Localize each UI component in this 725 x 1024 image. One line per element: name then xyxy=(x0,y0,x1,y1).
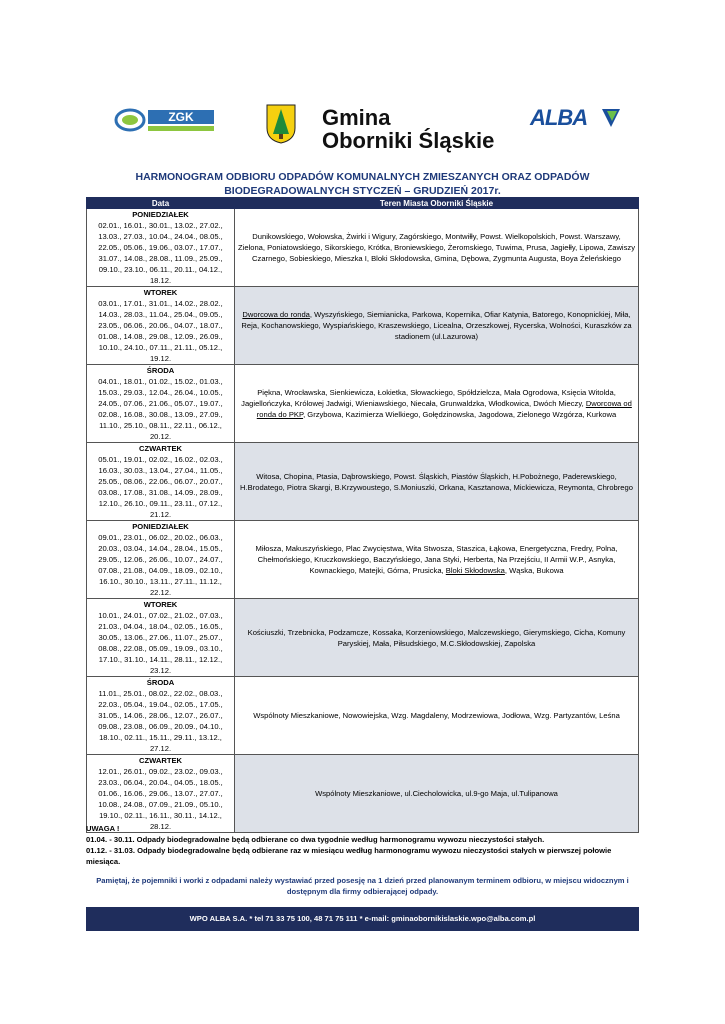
street-list-tail: , Grzybowa, Kazimierza Wielkiego, Gołędzinowska, Jagodowa, Zielonego Wzgórza, Kurkowa xyxy=(303,410,617,419)
area-cell xyxy=(235,599,639,677)
date-cell xyxy=(87,287,235,365)
area-cell xyxy=(235,365,639,443)
notes-line-2: 01.12. - 31.03. Odpady biodegradowalne będą odbierane raz w miesiącu według harmonogramu wywozu nieczystości stałych w pierwszej połowie miesiąca. xyxy=(86,846,612,866)
gmina-logo xyxy=(266,104,506,156)
date-cell xyxy=(87,677,235,755)
document-title xyxy=(86,170,639,198)
date-list: 10.01., 24.01., 07.02., 21.02., 07.03., 21.03., 04.04., 18.04., 02.05., 16.05., 30.05., 13.06., 27.06., 11.07., 25.07., 08.08., 22.08., 05.09., 19.09., 03.10., 17.10., 31.10., 14.11., 28.11., 12.12., 23.12. xyxy=(98,611,223,675)
gmina-logo-line2: Oborniki Śląskie xyxy=(322,128,495,153)
area-cell xyxy=(235,209,639,287)
notes-line-1: 01.04. - 30.11. Odpady biodegradowalne będą odbierane co dwa tygodnie według harmonogramu wywozu nieczystości stałych. xyxy=(86,835,545,844)
date-list: 02.01., 16.01., 30.01., 13.02., 27.02., 13.03., 27.03., 10.04., 24.04., 08.05., 22.05., 05.06., 19.06., 03.07., 17.07., 31.07., 14.08., 28.08., 11.09., 25.09., 09.10., 23.10., 06.11., 20.11., 04.12., 18.12. xyxy=(98,221,223,285)
weekday-label: ŚRODA xyxy=(146,678,175,687)
area-cell xyxy=(235,521,639,599)
header-area: Teren Miasta Oborniki Śląskie xyxy=(235,198,639,209)
weekday-label: WTOREK xyxy=(143,600,178,609)
weekday-label: PONIEDZIAŁEK xyxy=(132,210,189,219)
table-row xyxy=(87,521,639,599)
date-cell xyxy=(87,755,235,833)
table-row xyxy=(87,677,639,755)
date-list: 05.01., 19.01., 02.02., 16.02., 02.03., 16.03., 30.03., 13.04., 27.04., 11.05., 25.05., 08.06., 22.06., 06.07., 20.07., 03.08., 17.08., 31.08., 14.09., 28.09., 12.10., 26.10., 09.11., 23.11., 07.12., 21.12. xyxy=(98,455,223,519)
weekday-label: PONIEDZIAŁEK xyxy=(132,522,189,531)
street-list: Wspólnoty Mieszkaniowe, ul.Ciecholowicka, ul.9-go Maja, ul.Tulipanowa xyxy=(315,789,558,798)
footer-contact: WPO ALBA S.A. * tel 71 33 75 100, 48 71 75 111 * e-mail: gminaobornikislaskie.wpo@alba.com.pl xyxy=(86,907,639,931)
header-date: Data xyxy=(87,198,235,209)
area-cell xyxy=(235,443,639,521)
alba-logo xyxy=(530,106,630,132)
date-cell xyxy=(87,443,235,521)
street-list: Piękna, Wrocławska, Sienkiewicza, Łokietka, Słowackiego, Spółdzielcza, Mała Ogrodowa, Księcia Witolda, Jagiellończyka, Królowej Jadwigi, Wieniawskiego, Niecała, Grunwaldzka, Włodkowica, Dwóch Mieczy, xyxy=(241,388,616,408)
alba-logo-text: ALBA xyxy=(530,105,588,130)
date-cell xyxy=(87,521,235,599)
table-row xyxy=(87,365,639,443)
street-list: Dunikowskiego, Wołowska, Żwirki i Wigury, Zagórskiego, Montwiłły, Powst. Wielkopolskich, Powst. Warszawy, Zielona, Poniatowskiego, Sikorskiego, Krótka, Broniewskiego, Żeromskiego, Tuwima, Prusa, Jagiełły, Lipowa, Zawiszy Czarnego, Sobieskiego, Mieszka I, Bloki Skłodowska, Gmina, Dębowa, Zygmunta Augusta, Boya Żeleńskiego xyxy=(238,232,636,263)
area-cell xyxy=(235,755,639,833)
area-cell xyxy=(235,287,639,365)
street-underlined: Dworcowa od ronda do PKP xyxy=(256,399,632,419)
date-list: 09.01., 23.01., 06.02., 20.02., 06.03., 20.03., 03.04., 14.04., 28.04., 15.05., 29.05., 12.06., 26.06., 10.07., 24.07., 07.08., 21.08., 04.09., 18.09., 02.10., 16.10., 30.10., 13.11., 27.11., 11.12., 22.12. xyxy=(98,533,223,597)
title-line-2: BIODEGRADOWALNYCH STYCZEŃ – GRUDZIEŃ 2017r. xyxy=(224,185,501,197)
weekday-label: CZWARTEK xyxy=(138,756,183,765)
weekday-label: WTOREK xyxy=(143,288,178,297)
notes xyxy=(86,823,639,867)
date-list: 12.01., 26.01., 09.02., 23.02., 09.03., 23.03., 06.04., 20.04., 04.05., 18.05., 01.06., 16.06., 29.06., 13.07., 27.07., 10.08., 24.08., 07.09., 21.09., 05.10., 19.10., 02.11., 16.11., 30.11., 14.12., 28.12. xyxy=(98,767,223,831)
table-row xyxy=(87,443,639,521)
logo-bar xyxy=(0,104,725,156)
table-row xyxy=(87,599,639,677)
zgk-logo xyxy=(114,106,218,136)
date-cell xyxy=(87,365,235,443)
street-list: Witosa, Chopina, Ptasia, Dąbrowskiego, Powst. Śląskich, Piastów Śląskich, H.Pobożnego, Paderewskiego, H.Brodatego, Piotra Skargi, B.Krzywoustego, S.Moniuszki, Orkana, Kasztanowa, Mickiewicza, Reymonta, Chrobrego xyxy=(240,471,633,492)
street-underlined: Dworcowa do ronda xyxy=(242,310,310,319)
reminder-text: Pamiętaj, że pojemniki i worki z odpadami należy wystawiać przed posesję na 1 dzień przed planowanym terminem odbioru, w miejscu widocznym i dostępnym dla firmy odbierającej odpady. xyxy=(96,876,629,896)
table-header-row xyxy=(87,198,639,209)
date-list: 03.01., 17.01., 31.01., 14.02., 28.02., 14.03., 28.03., 11.04., 25.04., 09.05., 23.05., 06.06., 20.06., 04.07., 18.07., 01.08., 14.08., 29.08., 12.09., 26.09., 10.10., 24.10., 07.11., 21.11., 05.12., 19.12. xyxy=(98,299,223,363)
street-list: Kościuszki, Trzebnicka, Podzamcze, Kossaka, Korzeniowskiego, Malczewskiego, Gierymskiego, Cicha, Komuny Paryskiej, Mała, Piłsudskiego, M.C.Skłodowskiej, Zapolska xyxy=(247,627,626,648)
table-row xyxy=(87,287,639,365)
street-list: Wspólnoty Mieszkaniowe, Nowowiejska, Wzg. Magdaleny, Modrzewiowa, Jodłowa, Wzg. Partyzantów, Leśna xyxy=(253,711,620,720)
table-row xyxy=(87,209,639,287)
date-cell xyxy=(87,209,235,287)
schedule-table xyxy=(86,197,639,833)
date-list: 11.01., 25.01., 08.02., 22.02., 08.03., 22.03., 05.04., 19.04., 02.05., 17.05., 31.05., 14.06., 28.06., 12.07., 26.07., 09.08., 23.08., 06.09., 20.09., 04.10., 18.10., 02.11., 15.11., 29.11., 13.12., 27.12. xyxy=(98,689,223,753)
table-row xyxy=(87,755,639,833)
date-cell xyxy=(87,599,235,677)
notes-uwaga: UWAGA ! xyxy=(86,824,120,833)
crest-icon xyxy=(266,104,296,144)
date-list: 04.01., 18.01., 01.02., 15.02., 01.03., 15.03., 29.03., 12.04., 26.04., 10.05., 24.05., 07.06., 21.06., 05.07., 19.07., 02.08., 16.08., 30.08., 13.09., 27.09., 11.10., 25.10., 08.11., 22.11., 06.12., 20.12. xyxy=(98,377,223,441)
gmina-logo-line1: Gmina xyxy=(322,105,391,130)
street-underlined: Bloki Skłodowska xyxy=(445,566,505,575)
alba-leaf-icon xyxy=(600,107,622,129)
title-line-1: HARMONOGRAM ODBIORU ODPADÓW KOMUNALNYCH ZMIESZANYCH ORAZ ODPADÓW xyxy=(135,171,590,183)
street-list: Miłosza, Makuszyńskiego, Plac Zwycięstwa, Wita Stwosza, Staszica, Łąkowa, Energetyczna, Fredry, Polna, Chełmońskiego, Kruczkowskiego, Baczyńskiego, Jana Styki, Herberta, Na Przejściu, II Armii W.P., Asnyka, Kownackiego, Matejki, Górna, Prusicka, xyxy=(255,544,618,575)
zgk-logo-text: ZGK xyxy=(168,110,194,124)
street-list: , Wyszyńskiego, Siemianicka, Parkowa, Kopernika, Ofiar Katynia, Batorego, Konopnickiej, Miła, Reja, Kochanowskiego, Wyspiańskiego, Kraszewskiego, Licealna, Orzeszkowej, Rycerska, Wolności, Kuraszków za stadionem (ul.Lazurowa) xyxy=(241,310,632,341)
weekday-label: CZWARTEK xyxy=(138,444,183,453)
street-list-tail: , Wąska, Bukowa xyxy=(504,566,564,575)
area-cell xyxy=(235,677,639,755)
weekday-label: ŚRODA xyxy=(146,366,175,375)
